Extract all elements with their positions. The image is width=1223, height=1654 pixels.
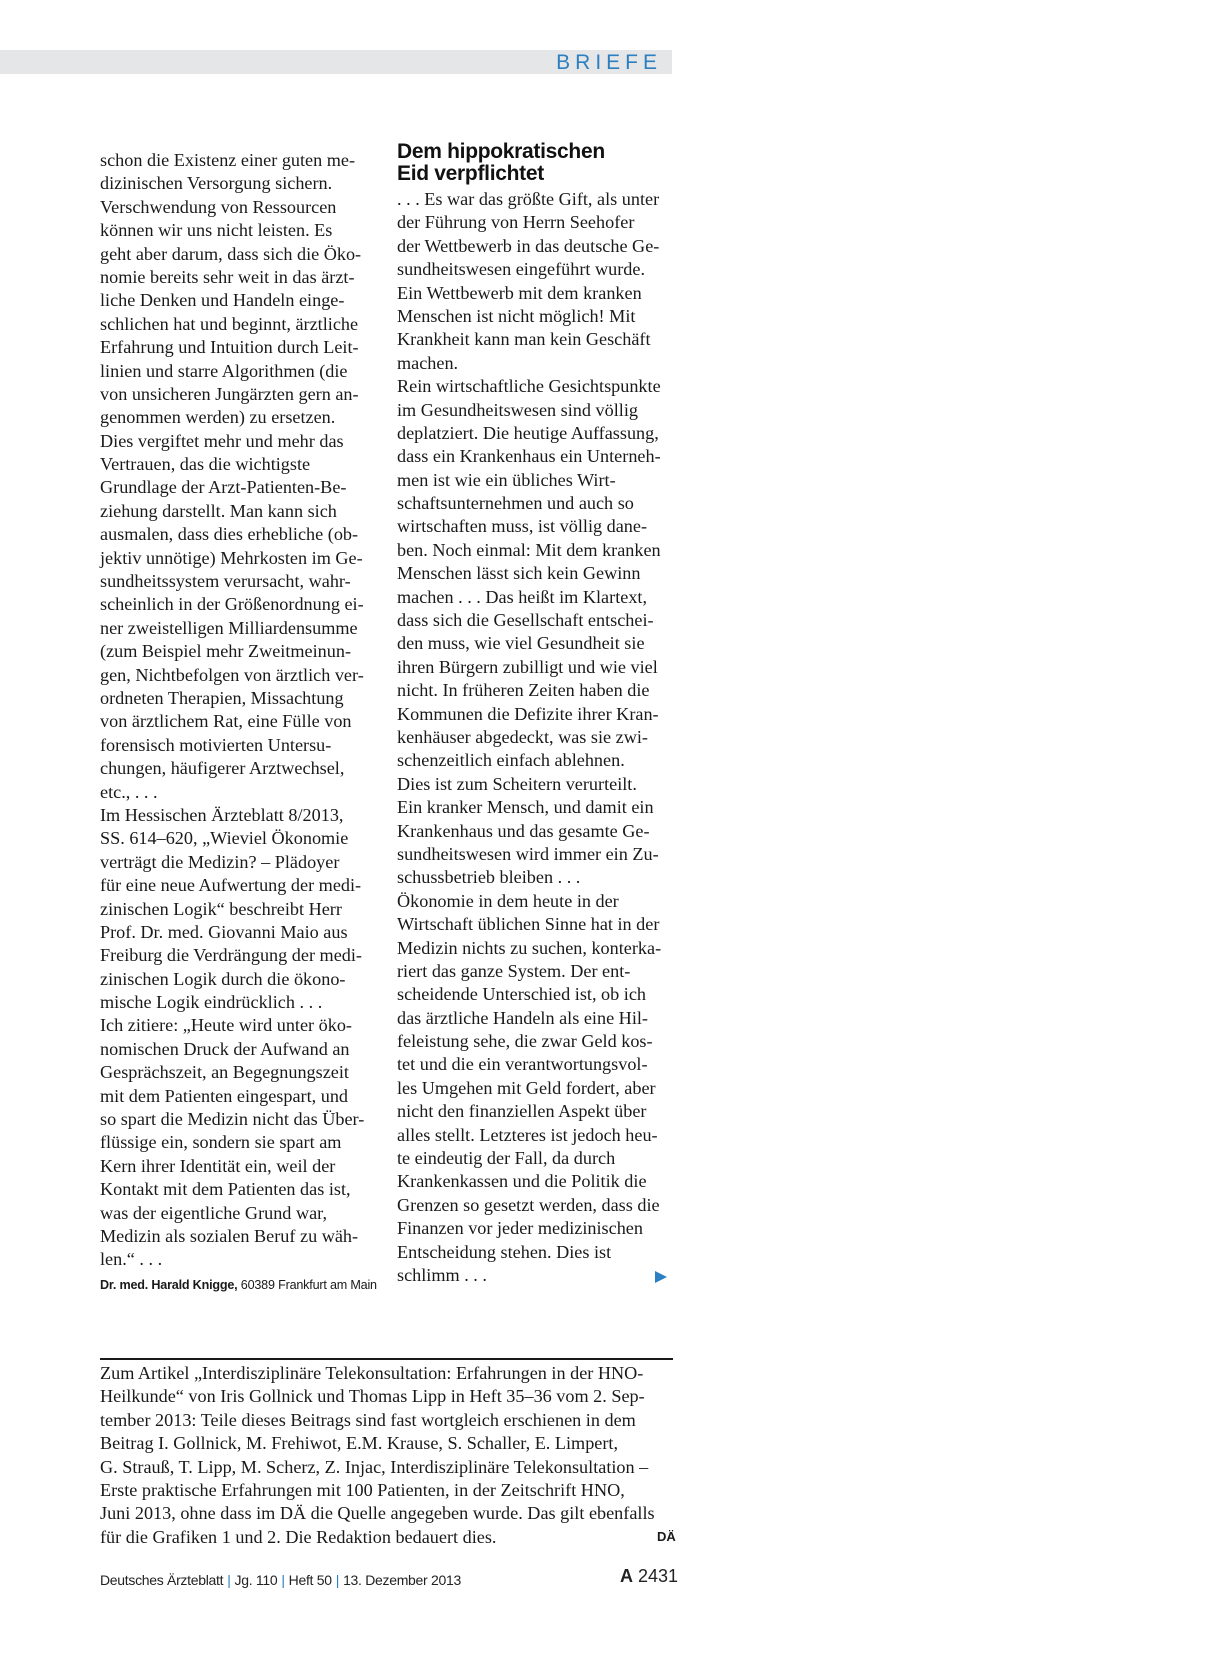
text-line: linien und starre Algorithmen (die — [100, 360, 348, 381]
letter-author — [100, 1275, 375, 1295]
text-line: len.“ . . . — [100, 1249, 163, 1270]
text-line: jektiv unnötige) Mehrkosten im Ge- — [100, 547, 363, 568]
page-number — [620, 1566, 678, 1587]
section-header-bar — [0, 50, 672, 74]
text-line: sundheitssystem verursacht, wahr- — [100, 571, 351, 592]
page-prefix: A — [620, 1566, 633, 1586]
text-line: der Führung von Herrn Seehofer — [397, 212, 635, 233]
text-line: SS. 614–620, „Wieviel Ökonomie — [100, 828, 349, 849]
text-line: für die Grafiken 1 und 2. Die Redaktion bedauert dies. — [100, 1526, 497, 1547]
text-line: verträgt die Medizin? – Plädoyer — [100, 851, 340, 872]
left-column — [100, 149, 375, 1295]
text-line: tet und die ein verantwortungsvol- — [397, 1054, 648, 1075]
text-line: im Gesundheitswesen sind völlig — [397, 399, 638, 420]
text-line: Kern ihrer Identität ein, weil der — [100, 1155, 336, 1176]
text-line: geht aber darum, dass sich die Öko- — [100, 243, 362, 264]
headline-line: Eid verpflichtet — [397, 162, 544, 185]
text-line: ben. Noch einmal: Mit dem kranken — [397, 539, 661, 560]
text-line: Gesprächszeit, an Begegnungszeit — [100, 1062, 349, 1083]
page-number-value: 2431 — [638, 1566, 679, 1586]
text-line: zinischen Logik durch die ökono- — [100, 968, 346, 989]
footer-date: 13. Dezember 2013 — [343, 1572, 461, 1588]
text-line: Ein kranker Mensch, und damit ein — [397, 797, 654, 818]
text-line: machen . . . Das heißt im Klartext, — [397, 586, 648, 607]
text-line: schenzeitlich einfach ablehnen. — [397, 750, 625, 771]
text-line: gen, Nichtbefolgen von ärztlich ver- — [100, 664, 364, 685]
text-line: Grenzen so gesetzt werden, dass die — [397, 1194, 660, 1215]
text-line: Menschen lässt sich kein Gewinn — [397, 563, 641, 584]
text-line: schaftsunternehmen und auch so — [397, 493, 634, 514]
text-line: Im Hessischen Ärzteblatt 8/2013, — [100, 804, 344, 825]
footer-separator: | — [335, 1572, 340, 1588]
text-line: ordneten Therapien, Missachtung — [100, 687, 344, 708]
text-line: dass ein Krankenhaus ein Unterneh- — [397, 446, 661, 467]
text-line: Prof. Dr. med. Giovanni Maio aus — [100, 921, 348, 942]
footer-separator: | — [281, 1572, 285, 1588]
text-line: schon die Existenz einer guten me- — [100, 150, 356, 170]
text-line: ner zweistelligen Milliardensumme — [100, 617, 358, 638]
text-line: für eine neue Aufwertung der medi- — [100, 875, 362, 896]
text-line: sundheitswesen wird immer ein Zu- — [397, 843, 659, 864]
text-line: Krankenkassen und die Politik die — [397, 1171, 647, 1192]
text-line: von unsicheren Jungärzten gern an- — [100, 383, 359, 404]
text-line: kenhäuser abgedeckt, was sie zwi- — [397, 726, 648, 747]
text-line: nicht. In früheren Zeiten haben die — [397, 680, 650, 701]
text-line: Grundlage der Arzt-Patienten-Be- — [100, 477, 347, 498]
text-line: Dies vergiftet mehr und mehr das — [100, 430, 344, 451]
text-line: Dies ist zum Scheitern verurteilt. — [397, 773, 637, 794]
text-line: te eindeutig der Fall, da durch — [397, 1148, 616, 1169]
headline-line: Dem hippokratischen — [397, 140, 605, 163]
text-line: scheinlich in der Größenordnung ei- — [100, 594, 364, 615]
text-line: (zum Beispiel mehr Zweitmeinun- — [100, 641, 352, 662]
text-line: Verschwendung von Ressourcen — [100, 196, 337, 217]
text-line: ihren Bürgern zubilligt und wie viel — [397, 656, 658, 677]
left-column-text — [100, 149, 375, 1272]
text-line: les Umgehen mit Geld fordert, aber — [397, 1077, 656, 1098]
text-line: Ein Wettbewerb mit dem kranken — [397, 282, 642, 303]
text-line: chungen, häufigerer Arztwechsel, — [100, 758, 345, 779]
text-line: ausmalen, dass dies erhebliche (ob- — [100, 524, 359, 545]
text-line: der Wettbewerb in das deutsche Ge- — [397, 235, 660, 256]
text-line: schlichen hat und beginnt, ärztliche — [100, 313, 359, 334]
text-line: wirtschaften muss, ist völlig dane- — [397, 516, 648, 537]
text-line: Finanzen vor jeder medizinischen — [397, 1218, 643, 1239]
text-line: Heilkunde“ von Iris Gollnick und Thomas Lipp in Heft 35–36 vom 2. Sep- — [100, 1386, 645, 1407]
text-line: den muss, wie viel Gesundheit sie — [397, 633, 645, 654]
right-column — [397, 141, 673, 1287]
text-line: Krankenhaus und das gesamte Ge- — [397, 820, 650, 841]
text-line: nomie bereits sehr weit in das ärzt- — [100, 266, 355, 287]
text-line: Juni 2013, ohne dass im DÄ die Quelle angegeben wurde. Das gilt ebenfalls — [100, 1503, 655, 1524]
text-line: Ökonomie in dem heute in der — [397, 890, 619, 911]
text-line: . . . Es war das größte Gift, als unter — [397, 189, 660, 209]
text-line: Wirtschaft üblichen Sinne hat in der — [397, 914, 660, 935]
text-line: Beitrag I. Gollnick, M. Frehiwot, E.M. Krause, S. Schaller, E. Limpert, — [100, 1433, 619, 1454]
text-line: forensisch motivierten Untersu- — [100, 734, 332, 755]
text-line: riert das ganze System. Der ent- — [397, 960, 631, 981]
text-line: Rein wirtschaftliche Gesichtspunkte — [397, 376, 661, 397]
text-line: nicht den finanziellen Aspekt über — [397, 1101, 647, 1122]
footer-separator: | — [227, 1572, 231, 1588]
text-line: liche Denken und Handeln einge- — [100, 290, 345, 311]
footer-journal: Deutsches Ärzteblatt — [100, 1572, 224, 1588]
text-line: Medizin als sozialen Beruf zu wäh- — [100, 1225, 359, 1246]
letter-headline — [397, 141, 673, 185]
text-line: sundheitswesen eingeführt wurde. — [397, 259, 645, 280]
notice-text — [100, 1362, 675, 1549]
text-line: feleistung sehe, die zwar Geld kos- — [397, 1031, 653, 1052]
text-line: nomischen Druck der Aufwand an — [100, 1038, 350, 1059]
text-line: men ist wie ein übliches Wirt- — [397, 469, 616, 490]
text-line: G. Strauß, T. Lipp, M. Scherz, Z. Injac, Interdisziplinäre Telekonsultation – — [100, 1456, 649, 1477]
text-line: zinischen Logik“ beschreibt Herr — [100, 898, 342, 919]
text-line: mische Logik eindrücklich . . . — [100, 992, 323, 1013]
footer-issue: Heft 50 — [288, 1572, 332, 1588]
text-line: Ich zitiere: „Heute wird unter öko- — [100, 1015, 352, 1036]
page-footer — [100, 1572, 461, 1588]
author-place: 60389 Frankfurt am Main — [237, 1277, 377, 1292]
text-line: mit dem Patienten eingespart, und — [100, 1085, 349, 1106]
text-line: Kontakt mit dem Patienten das ist, — [100, 1179, 351, 1200]
text-line: flüssige ein, sondern sie spart am — [100, 1132, 342, 1153]
text-line: machen. — [397, 352, 459, 373]
text-line: tember 2013: Teile dieses Beitrags sind fast wortgleich erschienen in dem — [100, 1409, 636, 1430]
text-line: Menschen ist nicht möglich! Mit — [397, 305, 636, 326]
text-line: etc., . . . — [100, 781, 158, 802]
text-line: Zum Artikel „Interdisziplinäre Telekonsultation: Erfahrungen in der HNO- — [100, 1363, 644, 1383]
text-line: Erste praktische Erfahrungen mit 100 Patienten, in der Zeitschrift HNO, — [100, 1479, 625, 1500]
text-line: deplatziert. Die heutige Auffassung, — [397, 422, 659, 443]
text-line: Krankheit kann man kein Geschäft — [397, 329, 651, 350]
text-line: schlimm . . . — [397, 1264, 487, 1285]
footer-volume: Jg. 110 — [234, 1572, 278, 1588]
text-line: ziehung darstellt. Man kann sich — [100, 500, 337, 521]
continue-arrow-icon — [655, 1271, 667, 1283]
text-line: das ärztliche Handeln als eine Hil- — [397, 1007, 648, 1028]
text-line: so spart die Medizin nicht das Über- — [100, 1109, 365, 1130]
text-line: dass sich die Gesellschaft entschei- — [397, 610, 654, 631]
text-line: was der eigentliche Grund war, — [100, 1202, 328, 1223]
text-line: Erfahrung und Intuition durch Leit- — [100, 337, 359, 358]
text-line: Kommunen die Defizite ihrer Kran- — [397, 703, 659, 724]
text-line: Medizin nichts zu suchen, konterka- — [397, 937, 662, 958]
text-line: Vertrauen, das die wichtigste — [100, 454, 311, 475]
text-line: von ärztlichem Rat, eine Fülle von — [100, 711, 352, 732]
author-name: Dr. med. Harald Knigge, — [100, 1277, 238, 1292]
text-line: schussbetrieb bleiben . . . — [397, 867, 581, 888]
text-line: Entscheidung stehen. Dies ist — [397, 1241, 612, 1262]
text-line: können wir uns nicht leisten. Es — [100, 220, 333, 241]
notice-divider — [100, 1358, 673, 1360]
notice-signature: DÄ — [657, 1529, 676, 1544]
section-label: BRIEFE — [556, 51, 662, 74]
text-line: genommen werden) zu ersetzen. — [100, 407, 336, 428]
text-line: Freiburg die Verdrängung der medi- — [100, 945, 362, 966]
editorial-notice — [100, 1362, 675, 1549]
text-line: alles stellt. Letzteres ist jedoch heu- — [397, 1124, 658, 1145]
right-column-text — [397, 188, 673, 1287]
text-line: dizinischen Versorgung sichern. — [100, 173, 333, 194]
text-line: scheidende Unterschied ist, ob ich — [397, 984, 646, 1005]
